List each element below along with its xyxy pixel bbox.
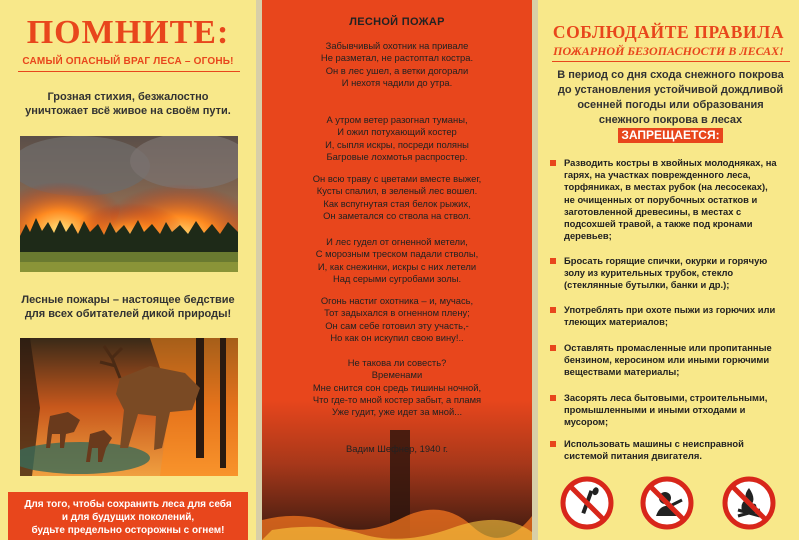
left-panel <box>0 0 256 540</box>
right-divider <box>552 61 790 62</box>
rule-item: Употреблять при охоте пыжи из горючих или тлеющих материалов; <box>548 304 790 328</box>
bullet-square-icon <box>550 160 556 166</box>
left-title: ПОМНИТЕ: <box>26 14 230 51</box>
poem-author: Вадим Шефнер, 1940 г. <box>346 443 448 454</box>
burning-ground-image <box>262 400 532 540</box>
poem-stanza: Огонь настиг охотника – и, мучась, Тот задыхался в огненном плену; Он сам себе готовил эту участь,- Но как он искупил свою вину!.. <box>320 295 474 343</box>
no-campfire-sign-icon <box>722 476 776 530</box>
middle-panel <box>262 0 532 540</box>
left-footer-banner: Для того, чтобы сохранить леса для себя и для будущих поколений, будьте предельно осторожны с огнем! <box>8 492 248 540</box>
bullet-square-icon <box>550 395 556 401</box>
forbidden-label: ЗАПРЕЩАЕТСЯ: <box>618 128 722 143</box>
no-hunting-fire-sign-icon <box>640 476 694 530</box>
bullet-square-icon <box>550 258 556 264</box>
poem-stanza: Он всю траву с цветами вместе выжег, Кусты спалил, в зеленый лес вошел. Как вспугнутая стая белок рыжих, Он заметался со ствола на ствол. <box>312 173 482 221</box>
poem-stanza: А утром ветер разогнал туманы, И ожил потухающий костер И, сыпля искры, посреди поляны Багровые лохмотья распростер. <box>325 114 469 162</box>
right-panel <box>538 0 799 540</box>
rule-item: Бросать горящие спички, окурки и горячую золу из курительных трубок, стекло (стеклянные бутылки, банки и др.); <box>548 255 790 292</box>
left-subtitle: САМЫЙ ОПАСНЫЙ ВРАГ ЛЕСА – ОГОНЬ! <box>22 56 234 67</box>
no-matches-sign-icon <box>560 476 614 530</box>
bullet-square-icon <box>550 307 556 313</box>
rules-title: СОБЛЮДАЙТЕ ПРАВИЛА <box>552 22 785 42</box>
poem-stanza: Забывчивый охотник на привале Не разметал, не растоптал костра. Он в лес ушел, а ветки догорали И нехотя чадили до утра. <box>320 40 474 88</box>
deer-fleeing-fire-painting <box>20 338 238 476</box>
poem-title: ЛЕСНОЙ ПОЖАР <box>349 16 445 28</box>
poem-stanza: Не такова ли совесть? Временами Мне снится сон средь тишины ночной, Что где-то мной костер забыт, а пламя Уже гудит, уже идет за мной... <box>312 357 482 418</box>
left-divider <box>18 71 240 72</box>
poem-stanza: И лес гудел от огненной метели, С морозным треском падали стволы, И, как снежинки, искры с них летели Над серыми сугробами золы. <box>315 236 479 284</box>
rule-item: Разводить костры в хвойных молодняках, на гарях, на участках поврежденного леса, торфяниках, в местах рубок (на лесосеках), не очищенных от порубочных остатков и заготовленной древесины, в местах с подсохшей травой, а также под кронами деревьев; <box>548 157 790 242</box>
rules-intro: В период со дня схода снежного покрова до установления устойчивой дождливой осенней погоды или образования снежного покрова в лесах ЗАПРЕЩАЕТСЯ: <box>557 69 784 142</box>
forest-fire-photo <box>20 136 238 272</box>
rule-item: Использовать машины с неисправной системой питания двигателя. <box>548 438 790 462</box>
bullet-square-icon <box>550 345 556 351</box>
rule-item: Засорять леса бытовыми, строительными, промышленными и иными отходами и мусором; <box>548 392 790 429</box>
left-middle-text: Лесные пожары – настоящее бедствие для всех обитателей дикой природы! <box>21 294 235 320</box>
bullet-square-icon <box>550 441 556 447</box>
rule-item: Оставлять промасленные или пропитанные бензином, керосином или иными горючими веществами материалы; <box>548 342 790 379</box>
left-intro: Грозная стихия, безжалостно уничтожает всё живое на своём пути. <box>25 91 231 117</box>
rules-subtitle: ПОЖАРНОЙ БЕЗОПАСНОСТИ В ЛЕСАХ! <box>553 44 784 58</box>
